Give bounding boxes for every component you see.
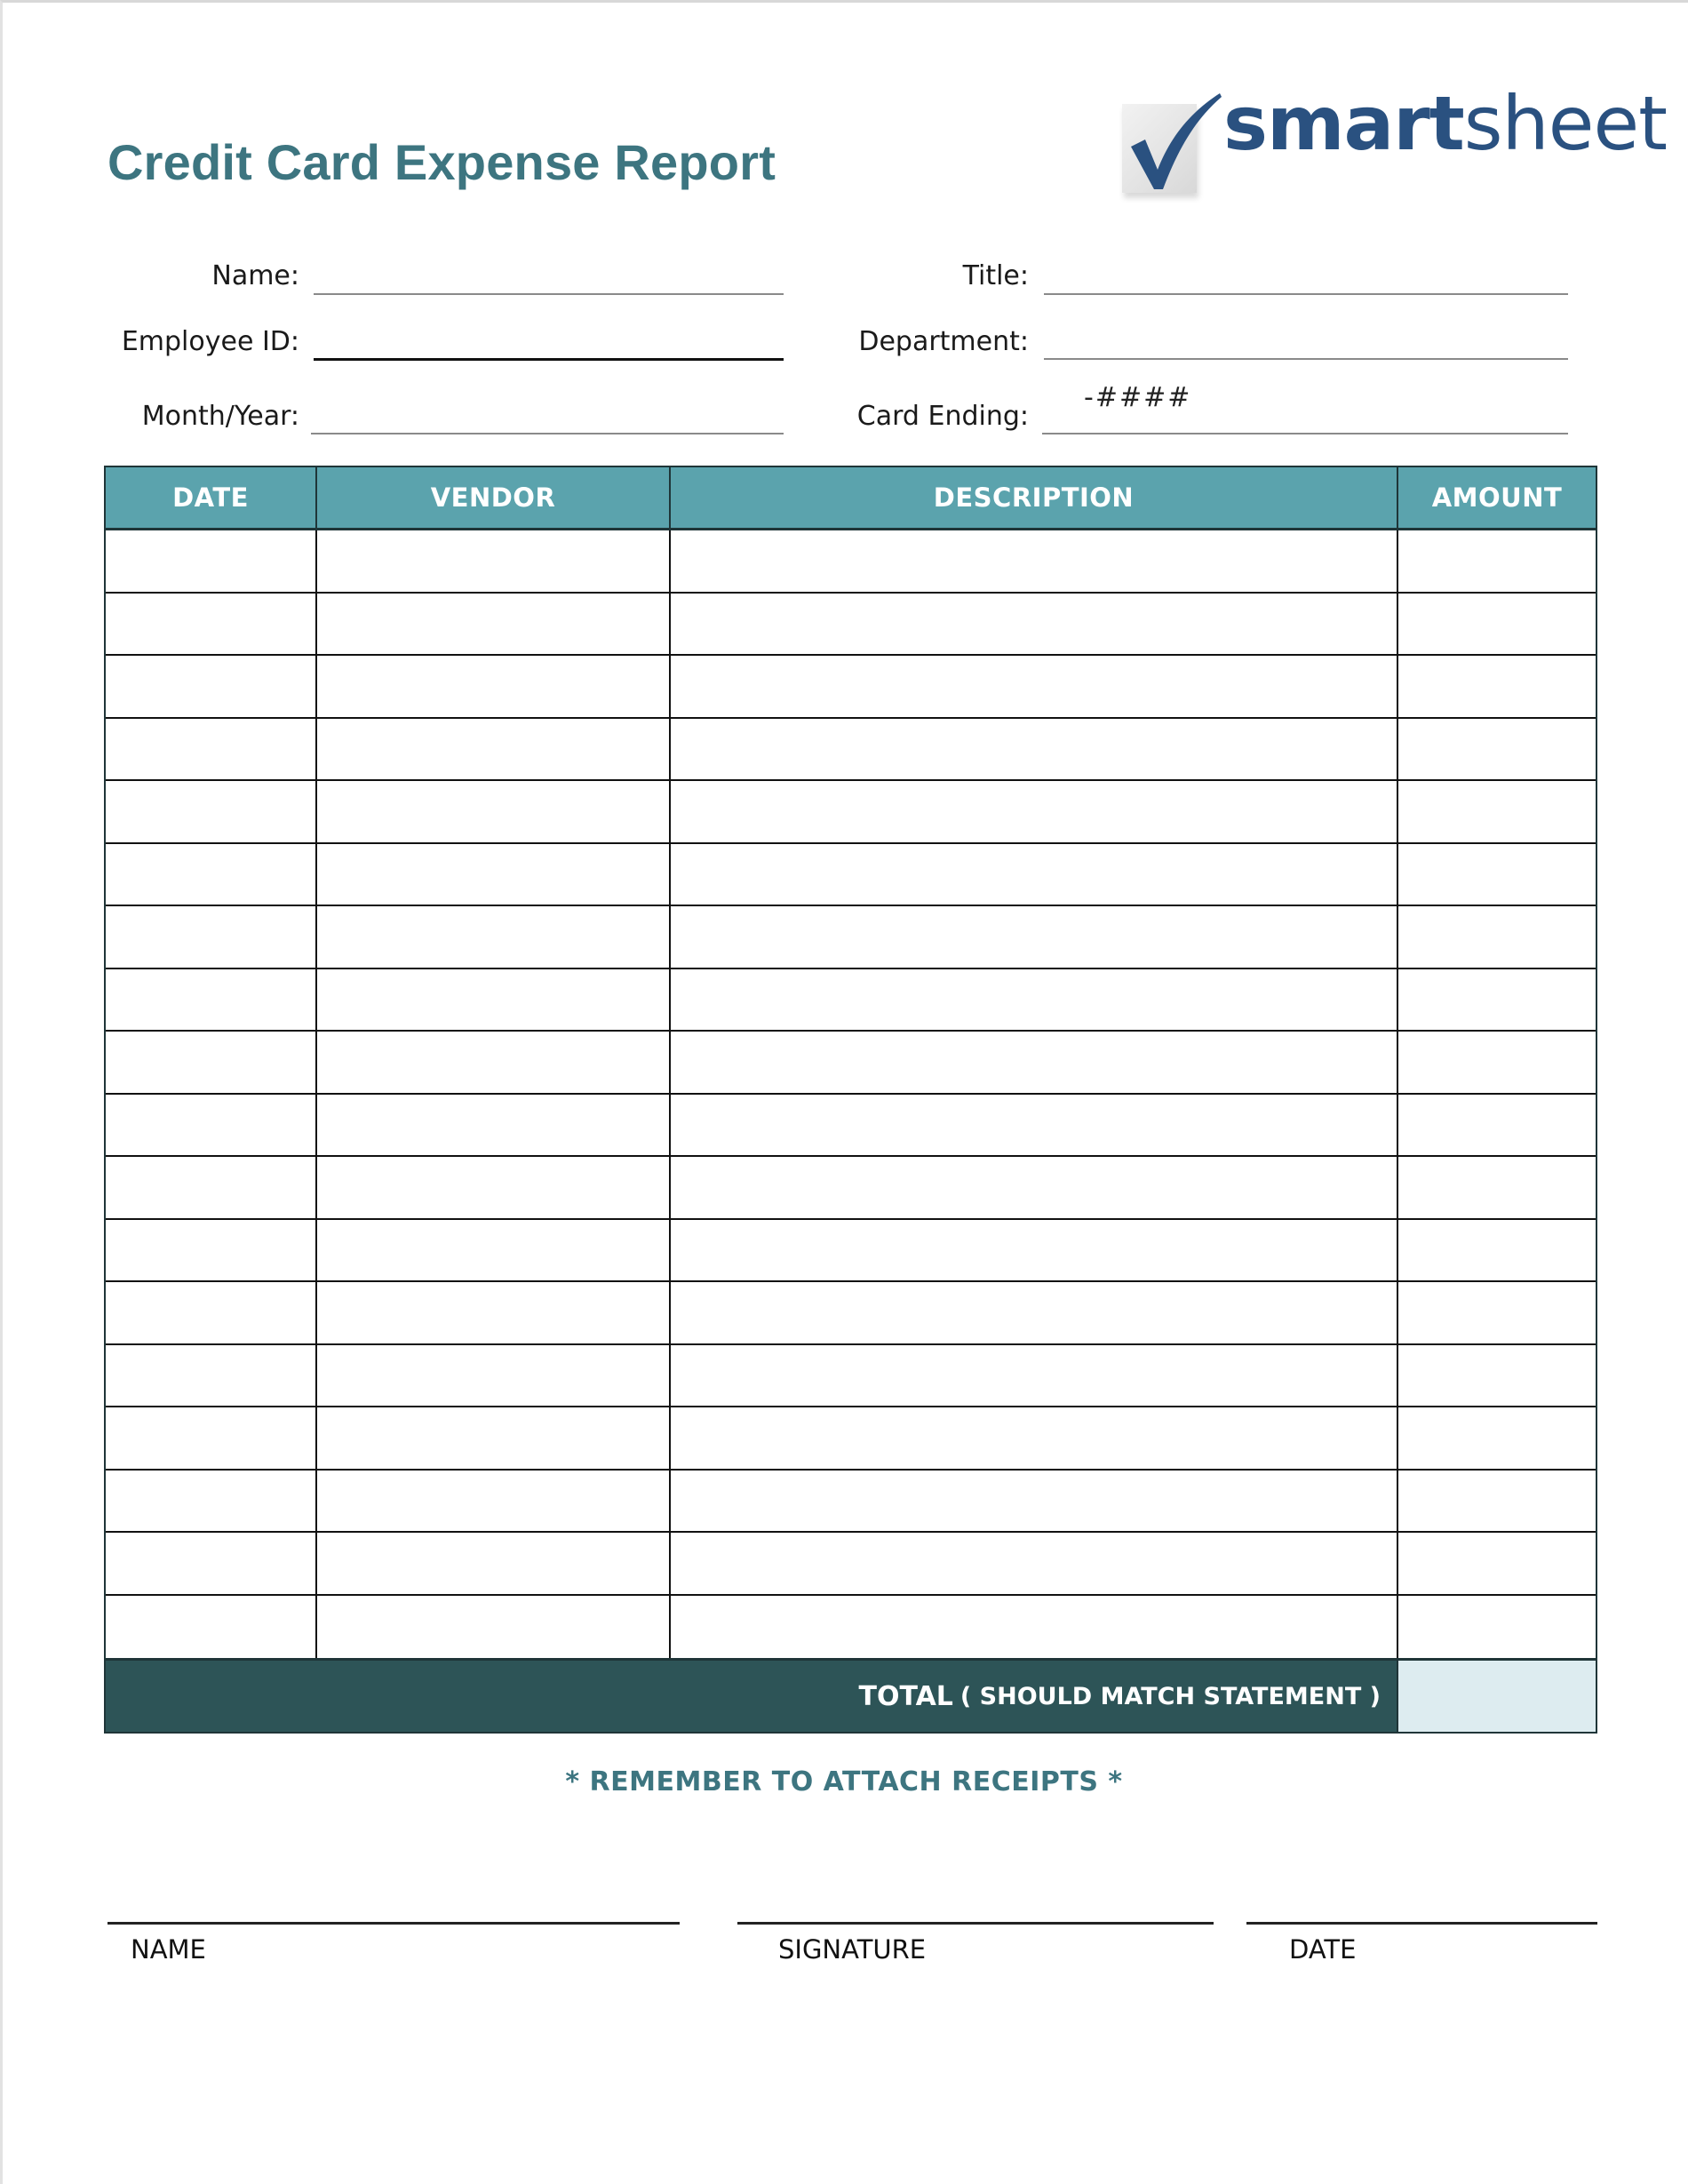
amount-cell[interactable] bbox=[1398, 1345, 1596, 1407]
description-cell[interactable] bbox=[671, 969, 1398, 1031]
employee-id-label: Employee ID: bbox=[121, 326, 299, 357]
table-row bbox=[106, 1407, 1596, 1471]
page-title: Credit Card Expense Report bbox=[107, 134, 776, 190]
card-ending-label: Card Ending: bbox=[856, 401, 1029, 432]
card-ending-value: -#### bbox=[1084, 382, 1192, 413]
description-cell[interactable] bbox=[671, 1032, 1398, 1093]
description-cell[interactable] bbox=[671, 1345, 1398, 1407]
amount-cell[interactable] bbox=[1398, 656, 1596, 717]
name-signature-line[interactable] bbox=[107, 1922, 680, 1925]
description-cell[interactable] bbox=[671, 1407, 1398, 1469]
date-cell[interactable] bbox=[106, 969, 317, 1031]
table-row bbox=[106, 1345, 1596, 1408]
total-label-main: TOTAL bbox=[858, 1680, 953, 1712]
date-cell[interactable] bbox=[106, 594, 317, 655]
description-cell[interactable] bbox=[671, 656, 1398, 717]
name-label: Name: bbox=[211, 260, 299, 291]
vendor-cell[interactable] bbox=[317, 844, 671, 905]
description-cell[interactable] bbox=[671, 1157, 1398, 1218]
date-cell[interactable] bbox=[106, 906, 317, 968]
total-label-sub: ( SHOULD MATCH STATEMENT ) bbox=[959, 1682, 1381, 1710]
attach-receipts-reminder: * REMEMBER TO ATTACH RECEIPTS * bbox=[565, 1766, 1123, 1797]
date-cell[interactable] bbox=[106, 1533, 317, 1594]
title-field[interactable] bbox=[1044, 293, 1568, 295]
total-label bbox=[106, 1661, 1398, 1732]
table-row bbox=[106, 1157, 1596, 1220]
amount-cell[interactable] bbox=[1398, 1596, 1596, 1659]
amount-cell[interactable] bbox=[1398, 781, 1596, 842]
amount-cell[interactable] bbox=[1398, 1095, 1596, 1156]
amount-cell[interactable] bbox=[1398, 1220, 1596, 1281]
table-row bbox=[106, 719, 1596, 782]
description-cell[interactable] bbox=[671, 1095, 1398, 1156]
description-cell[interactable] bbox=[671, 906, 1398, 968]
name-field[interactable] bbox=[314, 293, 784, 295]
checkmark-icon bbox=[1115, 84, 1230, 200]
smartsheet-logo bbox=[1115, 80, 1668, 204]
date-cell[interactable] bbox=[106, 1220, 317, 1281]
table-row bbox=[106, 1471, 1596, 1534]
description-cell[interactable] bbox=[671, 594, 1398, 655]
amount-cell[interactable] bbox=[1398, 1407, 1596, 1469]
date-cell[interactable] bbox=[106, 530, 317, 592]
date-cell[interactable] bbox=[106, 1032, 317, 1093]
vendor-cell[interactable] bbox=[317, 594, 671, 655]
amount-cell[interactable] bbox=[1398, 844, 1596, 905]
description-cell[interactable] bbox=[671, 530, 1398, 592]
brand-name-bold: smart bbox=[1223, 80, 1464, 167]
card-ending-field[interactable] bbox=[1042, 433, 1568, 434]
title-label: Title: bbox=[962, 260, 1029, 291]
signature-label: SIGNATURE bbox=[778, 1934, 927, 1965]
vendor-cell[interactable] bbox=[317, 781, 671, 842]
description-cell[interactable] bbox=[671, 1471, 1398, 1532]
description-cell[interactable] bbox=[671, 781, 1398, 842]
month-year-field[interactable] bbox=[311, 433, 784, 434]
date-signature-line[interactable] bbox=[1246, 1922, 1597, 1925]
amount-cell[interactable] bbox=[1398, 1157, 1596, 1218]
description-cell[interactable] bbox=[671, 1533, 1398, 1594]
table-body bbox=[106, 530, 1596, 1658]
total-row bbox=[106, 1658, 1596, 1732]
date-cell[interactable] bbox=[106, 781, 317, 842]
date-cell[interactable] bbox=[106, 1407, 317, 1469]
column-header-description: DESCRIPTION bbox=[671, 467, 1398, 528]
date-cell[interactable] bbox=[106, 1282, 317, 1343]
vendor-cell[interactable] bbox=[317, 906, 671, 968]
vendor-cell[interactable] bbox=[317, 1407, 671, 1469]
amount-cell[interactable] bbox=[1398, 594, 1596, 655]
amount-cell[interactable] bbox=[1398, 1032, 1596, 1093]
table-row bbox=[106, 969, 1596, 1032]
table-row bbox=[106, 1596, 1596, 1659]
table-row bbox=[106, 656, 1596, 719]
amount-cell[interactable] bbox=[1398, 906, 1596, 968]
date-cell[interactable] bbox=[106, 1345, 317, 1407]
date-cell[interactable] bbox=[106, 1157, 317, 1218]
table-row bbox=[106, 781, 1596, 844]
column-header-date: DATE bbox=[106, 467, 317, 528]
total-amount-cell[interactable] bbox=[1398, 1661, 1596, 1732]
vendor-cell[interactable] bbox=[317, 1533, 671, 1594]
department-label: Department: bbox=[858, 326, 1029, 357]
month-year-label: Month/Year: bbox=[141, 401, 299, 432]
date-signature-label: DATE bbox=[1289, 1934, 1357, 1965]
table-row bbox=[106, 906, 1596, 969]
vendor-cell[interactable] bbox=[317, 1032, 671, 1093]
vendor-cell[interactable] bbox=[317, 1157, 671, 1218]
vendor-cell[interactable] bbox=[317, 656, 671, 717]
vendor-cell[interactable] bbox=[317, 969, 671, 1031]
department-field[interactable] bbox=[1044, 358, 1568, 360]
employee-id-field[interactable] bbox=[314, 358, 784, 361]
amount-cell[interactable] bbox=[1398, 1533, 1596, 1594]
vendor-cell[interactable] bbox=[317, 1282, 671, 1343]
signature-line[interactable] bbox=[737, 1922, 1214, 1925]
description-cell[interactable] bbox=[671, 1596, 1398, 1659]
column-header-amount: AMOUNT bbox=[1431, 482, 1563, 513]
amount-cell[interactable] bbox=[1398, 1471, 1596, 1532]
table-row bbox=[106, 1533, 1596, 1596]
table-row bbox=[106, 844, 1596, 907]
date-cell[interactable] bbox=[106, 1471, 317, 1532]
vendor-cell[interactable] bbox=[317, 530, 671, 592]
amount-cell[interactable] bbox=[1398, 1282, 1596, 1343]
expense-table bbox=[104, 466, 1597, 1734]
date-cell[interactable] bbox=[106, 656, 317, 717]
table-row bbox=[106, 530, 1596, 594]
table-row bbox=[106, 594, 1596, 657]
description-cell[interactable] bbox=[671, 844, 1398, 905]
date-cell[interactable] bbox=[106, 844, 317, 905]
vendor-cell[interactable] bbox=[317, 1345, 671, 1407]
description-cell[interactable] bbox=[671, 1220, 1398, 1281]
amount-cell[interactable] bbox=[1398, 969, 1596, 1031]
table-row bbox=[106, 1032, 1596, 1095]
brand-name-light: sheet bbox=[1463, 80, 1668, 167]
vendor-cell[interactable] bbox=[317, 1220, 671, 1281]
table-row bbox=[106, 1282, 1596, 1345]
vendor-cell[interactable] bbox=[317, 1095, 671, 1156]
description-cell[interactable] bbox=[671, 1282, 1398, 1343]
vendor-cell[interactable] bbox=[317, 1596, 671, 1659]
date-cell[interactable] bbox=[106, 719, 317, 780]
amount-cell[interactable] bbox=[1398, 719, 1596, 780]
vendor-cell[interactable] bbox=[317, 1471, 671, 1532]
column-header-vendor: VENDOR bbox=[317, 467, 671, 528]
description-cell[interactable] bbox=[671, 719, 1398, 780]
table-header bbox=[106, 467, 1596, 530]
amount-cell[interactable] bbox=[1398, 530, 1596, 592]
table-row bbox=[106, 1095, 1596, 1158]
vendor-cell[interactable] bbox=[317, 719, 671, 780]
table-row bbox=[106, 1220, 1596, 1283]
date-cell[interactable] bbox=[106, 1095, 317, 1156]
brand-name bbox=[1223, 80, 1668, 167]
date-cell[interactable] bbox=[106, 1596, 317, 1659]
name-signature-label: NAME bbox=[131, 1934, 206, 1965]
